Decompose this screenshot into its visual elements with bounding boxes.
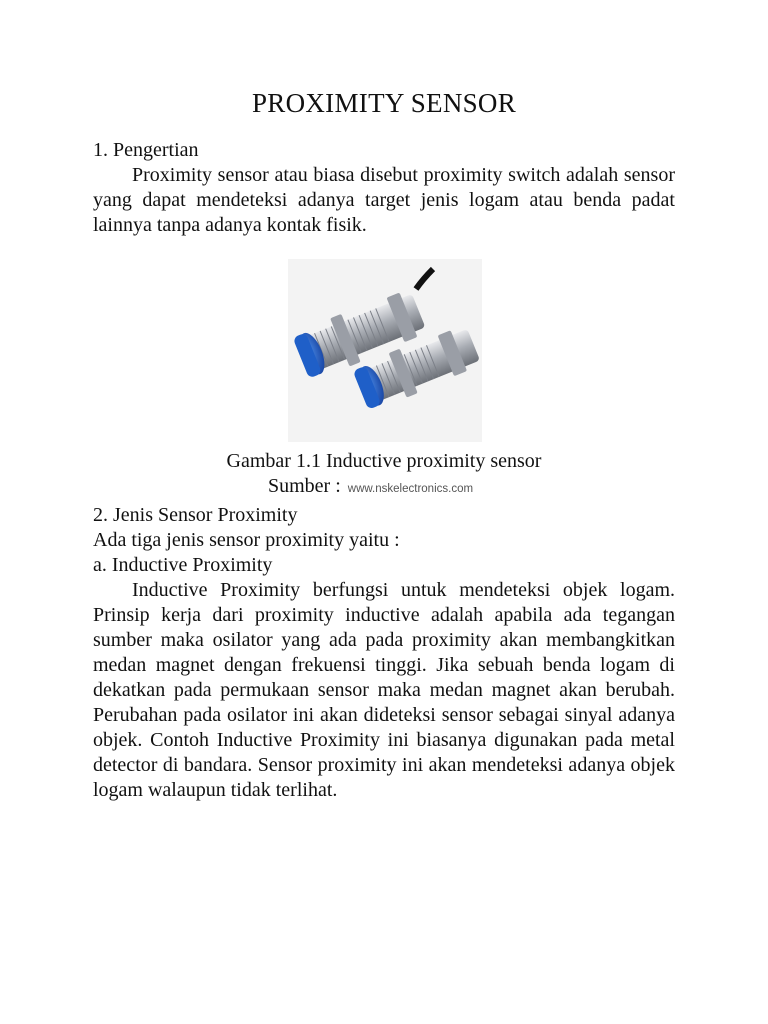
- section-intro: Ada tiga jenis sensor proximity yaitu :: [93, 529, 400, 551]
- source-label: Sumber :: [268, 475, 341, 497]
- figure-caption: Gambar 1.1 Inductive proximity sensor: [226, 450, 542, 472]
- section-heading: 1. Pengertian: [93, 139, 199, 161]
- source-url: www.nskelectronics.com: [347, 483, 474, 495]
- section-jenis: [93, 503, 675, 803]
- section-heading: 2. Jenis Sensor Proximity: [93, 504, 298, 526]
- figure-source: [268, 475, 473, 498]
- subsection-heading: a. Inductive Proximity: [93, 554, 273, 576]
- sensor-photo: [288, 259, 482, 442]
- section-paragraph: Inductive Proximity berfungsi untuk mendeteksi objek logam. Prinsip kerja dari proximity inductive adalah apabila ada tegangan sumber maka osilator yang ada pada proximity akan membangkitkan medan magnet dengan frekuensi tinggi. Jika sebuah benda logam di dekatkan pada permukaan sensor maka medan magnet akan berubah. Perubahan pada osilator ini akan dideteksi sensor sebagai sinyal adanya objek. Contoh Inductive Proximity ini biasanya digunakan pada metal detector di bandara. Sensor proximity ini akan mendeteksi adanya objek logam walaupun tidak terlihat.: [93, 579, 675, 801]
- section-pengertian: [93, 138, 675, 238]
- page-title: PROXIMITY SENSOR: [251, 88, 517, 118]
- section-paragraph: Proximity sensor atau biasa disebut proximity switch adalah sensor yang dapat mendeteksi adanya target jenis logam atau benda padat lainnya tanpa adanya kontak fisik.: [93, 164, 675, 236]
